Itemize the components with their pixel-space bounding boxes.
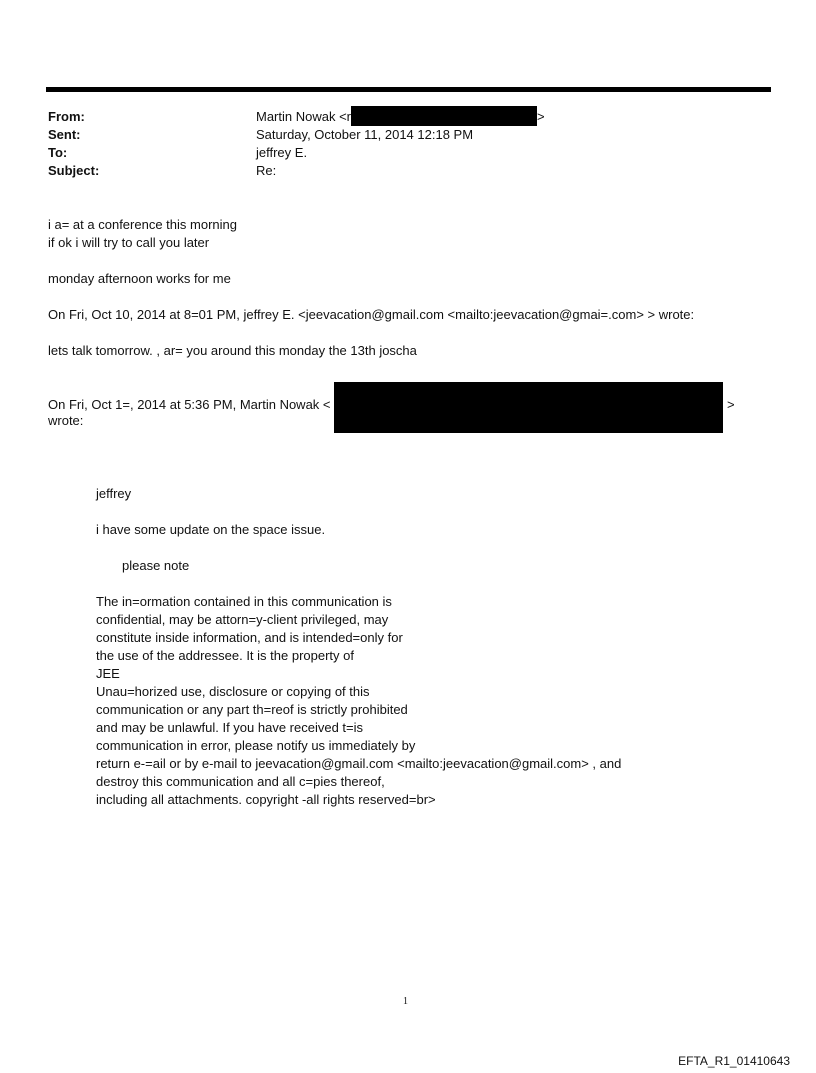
disclaimer-line: communication or any part th=reof is strictly prohibited xyxy=(96,702,408,717)
disclaimer-line: including all attachments. copyright -all rights reserved=br> xyxy=(96,792,436,807)
from-fragment: r xyxy=(346,109,352,124)
quoted-greeting: jeffrey xyxy=(96,486,132,501)
header-rule xyxy=(46,87,771,92)
quoted-line: i have some update on the space issue. xyxy=(96,522,326,537)
quoted-note: please note xyxy=(122,558,190,573)
disclaimer-line: confidential, may be attorn=y-client privileged, may xyxy=(96,612,389,627)
disclaimer-line: communication in error, please notify us immediately by xyxy=(96,738,416,753)
sent-label: Sent: xyxy=(48,127,81,142)
disclaimer-line: constitute inside information, and is intended=only for xyxy=(96,630,403,645)
redaction-box xyxy=(334,382,723,433)
disclaimer-line: The in=ormation contained in this communication is xyxy=(96,594,392,609)
body-line: monday afternoon works for me xyxy=(48,271,231,286)
quote-header: On Fri, Oct 10, 2014 at 8=01 PM, jeffrey E. <jeevacation@gmail.com <mailto:jeevacation@gmai=.com> > wrote: xyxy=(48,307,695,322)
quote-header-close: > xyxy=(727,397,735,412)
body-line: i a= at a conference this morning xyxy=(48,217,237,232)
from-name: Martin Nowak < xyxy=(256,109,347,124)
disclaimer-line: Unau=horized use, disclosure or copying of this xyxy=(96,684,370,699)
body-line: if ok i will try to call you later xyxy=(48,235,210,250)
page-number: 1 xyxy=(403,996,408,1007)
sent-value: Saturday, October 11, 2014 12:18 PM xyxy=(256,127,474,142)
quote-header-wrote: wrote: xyxy=(48,413,84,428)
from-value xyxy=(256,109,545,126)
disclaimer-line: return e-=ail or by e-mail to jeevacation@gmail.com <mailto:jeevacation@gmail.com> , and xyxy=(96,756,622,771)
redaction-box xyxy=(351,106,537,126)
subject-label: Subject: xyxy=(48,163,100,178)
disclaimer-line: destroy this communication and all c=pies thereof, xyxy=(96,774,385,789)
disclaimer-line: and may be unlawful. If you have received t=is xyxy=(96,720,364,735)
quote-header: On Fri, Oct 1=, 2014 at 5:36 PM, Martin Nowak < xyxy=(48,397,331,412)
from-label: From: xyxy=(48,109,85,124)
disclaimer-line: JEE xyxy=(96,666,120,681)
to-label: To: xyxy=(48,145,68,160)
document-id: EFTA_R1_01410643 xyxy=(678,1054,790,1068)
body-line: lets talk tomorrow. , ar= you around this monday the 13th joscha xyxy=(48,343,417,358)
subject-value: Re: xyxy=(256,163,277,178)
from-close: > xyxy=(537,109,545,124)
to-value: jeffrey E. xyxy=(256,145,308,160)
disclaimer-line: the use of the addressee. It is the property of xyxy=(96,648,354,663)
